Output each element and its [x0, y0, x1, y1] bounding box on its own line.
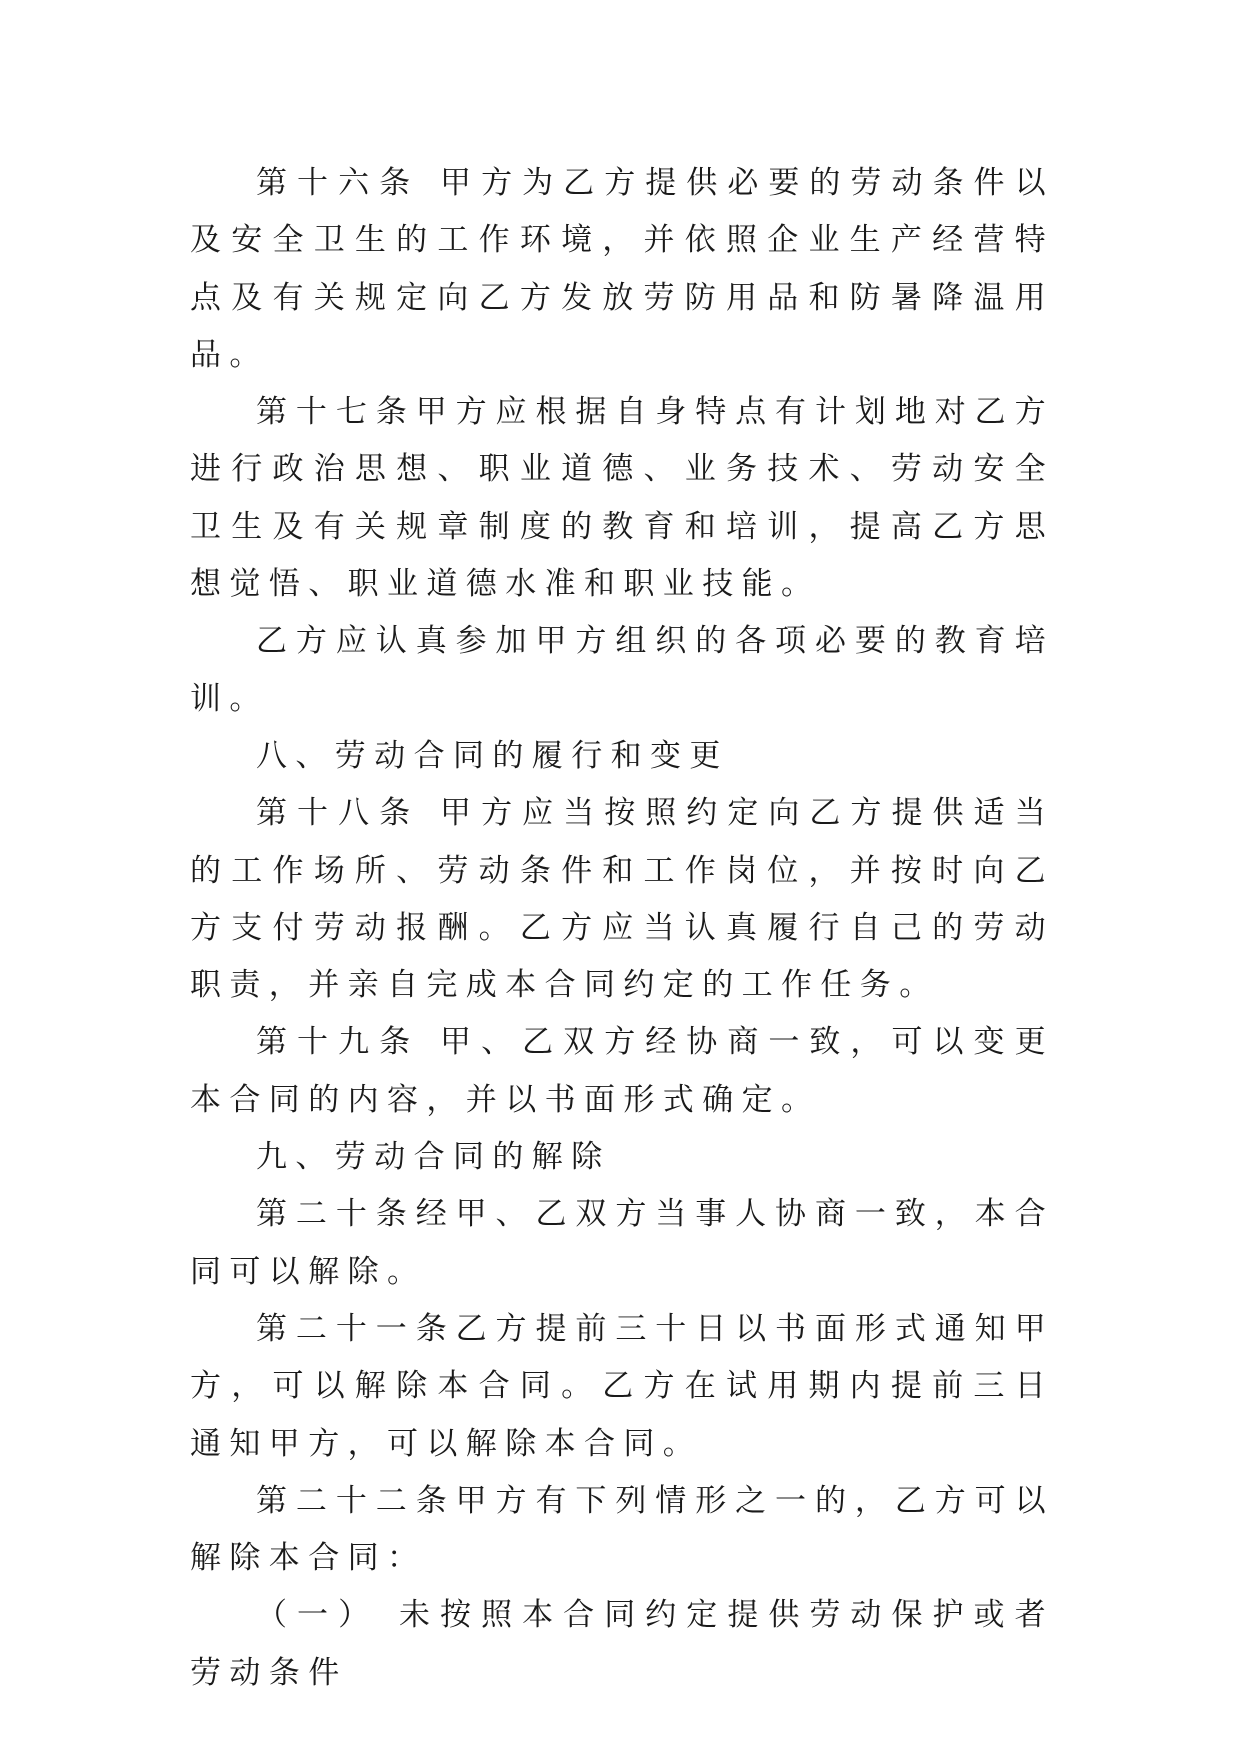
article-17-paragraph: 第十七条甲方应根据自身特点有计划地对乙方进行政治思想、职业道德、业务技术、劳动安全卫生及有关规章制度的教育和培训，提高乙方思想觉悟、职业道德水准和职业技能。 — [190, 394, 1054, 603]
article-20-paragraph: 第二十条经甲、乙双方当事人协商一致，本合同可以解除。 — [190, 1196, 1054, 1290]
section-9-heading: 九、劳动合同的解除 — [256, 1139, 611, 1176]
article-16-paragraph: 第十六条 甲方为乙方提供必要的劳动条件以及安全卫生的工作环境，并依照企业生产经营特点及有关规定向乙方发放劳防用品和防暑降温用品。 — [190, 165, 1054, 373]
document-body — [190, 155, 1054, 1702]
section-8-heading: 八、劳动合同的履行和变更 — [256, 737, 729, 774]
training-paragraph: 乙方应认真参加甲方组织的各项必要的教育培训。 — [190, 623, 1054, 717]
article-19-paragraph: 第十九条 甲、乙双方经协商一致，可以变更本合同的内容，并以书面形式确定。 — [190, 1024, 1054, 1118]
article-21-paragraph: 第二十一条乙方提前三十日以书面形式通知甲方，可以解除本合同。乙方在试用期内提前三日通知甲方，可以解除本合同。 — [190, 1310, 1054, 1462]
article-22-paragraph: 第二十二条甲方有下列情形之一的，乙方可以解除本合同： — [190, 1482, 1054, 1577]
list-item-1: （一） 未按照本合同约定提供劳动保护或者劳动条件 — [190, 1597, 1054, 1691]
article-18-paragraph: 第十八条 甲方应当按照约定向乙方提供适当的工作场所、劳动条件和工作岗位，并按时向乙方支付劳动报酬。乙方应当认真履行自己的劳动职责，并亲自完成本合同约定的工作任务。 — [190, 795, 1054, 1004]
